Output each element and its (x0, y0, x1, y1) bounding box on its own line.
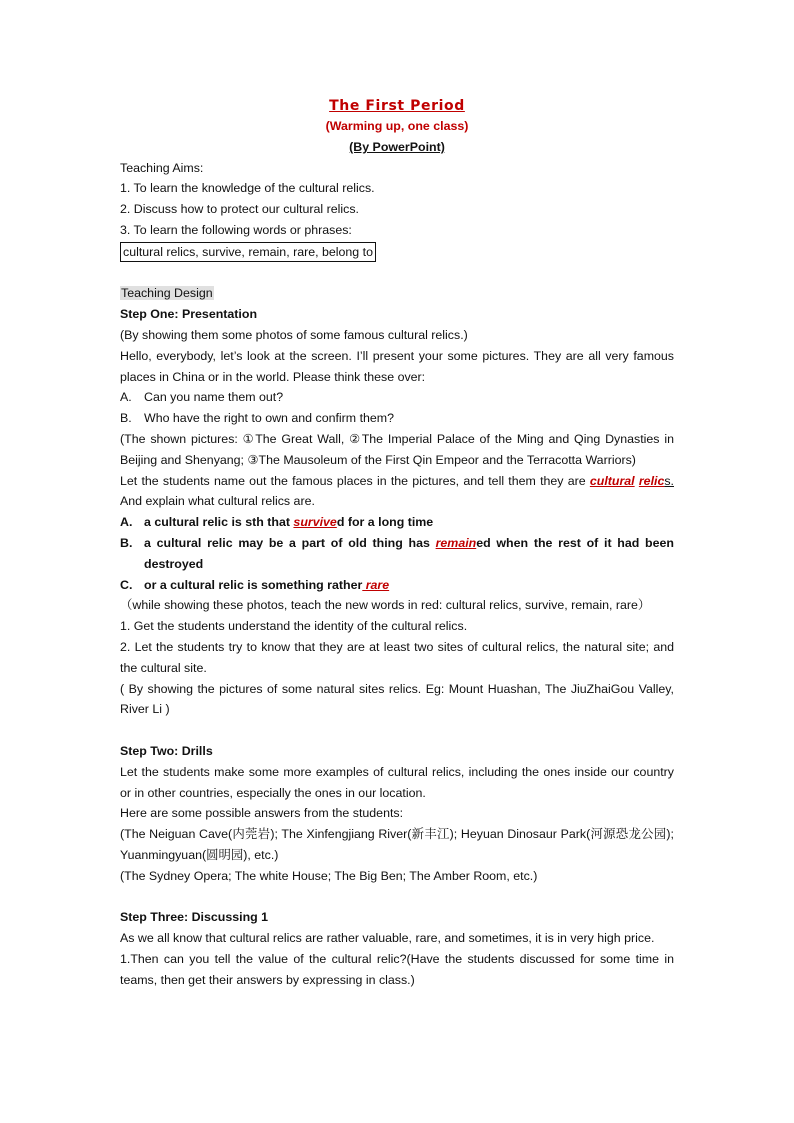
question-b (120, 408, 674, 429)
step-one-greeting: Hello, everybody, let’s look at the screen. I’ll present your some pictures. They are all very famous places in China or in the world. Please think these over: (120, 348, 674, 384)
keyword-relic: relic (638, 473, 665, 488)
definition-c-marker: C. (120, 577, 133, 592)
step-three-heading: Step Three: Discussing 1 (120, 910, 269, 925)
value-question: 1.Then can you tell the value of the cultural relic?(Have the students discussed for some time in teams, then get their answers by expressing in class.) (120, 951, 674, 987)
document-subtitle: (Warming up, one class) (325, 119, 469, 133)
shown-pictures: (The shown pictures: ①The Great Wall, ②The Imperial Palace of the Ming and Qing Dynasties in Beijing and Shenyang; ③The Mausoleum of the First Qin Empeor and the Terracotta Warriors) (120, 431, 674, 467)
step-three-intro: As we all know that cultural relics are rather valuable, rare, and sometimes, it is in very high price. (120, 931, 655, 946)
possible-answers-label: Here are some possible answers from the students: (120, 806, 404, 821)
keyword-survive: survive (293, 515, 337, 530)
definition-a-post: d for a long time (336, 515, 434, 530)
question-b-text: Who have the right to own and confirm them? (144, 411, 395, 426)
document-title: The First Period (329, 98, 465, 114)
identity-note: 1. Get the students understand the identity of the cultural relics. (120, 619, 468, 634)
definition-c-pre: or a cultural relic is something rather (144, 577, 363, 592)
keyword-relic-suffix: s. (664, 473, 674, 488)
local-examples: (The Neiguan Cave(内莞岩); The Xinfengjiang River(新丰江); Heyuan Dinosaur Park(河源恐龙公园); Yuanmingyuan(圆明园), etc.) (120, 827, 674, 862)
question-a (120, 387, 674, 408)
name-out-paragraph (120, 471, 674, 513)
foreign-examples: (The Sydney Opera; The white House; The Big Ben; The Amber Room, etc.) (120, 868, 538, 883)
step-two-intro: Let the students make some more examples of cultural relics, including the ones inside our country or in other countries, especially the ones in our location. (120, 764, 674, 800)
definition-a-pre: a cultural relic is sth that (144, 515, 294, 530)
step-one-heading: Step One: Presentation (120, 307, 258, 322)
definition-b-pre: a cultural relic may be a part of old thing has (144, 535, 436, 550)
aim-item-1: 1. To learn the knowledge of the cultural relics. (120, 181, 375, 196)
step-two-heading: Step Two: Drills (120, 743, 213, 758)
keyword-remain: remain (435, 535, 477, 550)
teaching-aims-heading: Teaching Aims: (120, 160, 204, 175)
natural-sites-note: ( By showing the pictures of some natural sites relics. Eg: Mount Huashan, The JiuZhaiGou Valley, River Li ) (120, 681, 674, 717)
sites-note: 2. Let the students try to know that they are at least two sites of cultural relics, the natural site; and the cultural site. (120, 639, 674, 675)
definition-a-marker: A. (120, 515, 133, 530)
definition-b-marker: B. (120, 535, 133, 550)
question-b-marker: B. (120, 411, 132, 426)
teaching-design-heading: Teaching Design (121, 286, 213, 301)
definition-b (120, 533, 674, 575)
definition-c (120, 575, 674, 596)
name-out-text: Let the students name out the famous places in the pictures, and tell them they are (120, 473, 590, 488)
keyword-cultural: cultural (589, 473, 635, 488)
name-out-text-end: And explain what cultural relics are. (120, 494, 315, 509)
vocabulary-box: cultural relics, survive, remain, rare, belong to (120, 242, 376, 262)
document-subtitle-method: (By PowerPoint) (349, 139, 445, 154)
new-words-note: （while showing these photos, teach the new words in red: cultural relics, survive, remain, rare） (120, 598, 651, 613)
step-one-intro: (By showing them some photos of some famous cultural relics.) (120, 327, 468, 342)
keyword-rare: rare (362, 577, 390, 592)
question-a-marker: A. (120, 390, 132, 405)
document-body (120, 96, 674, 990)
definition-b-post: ed when the rest of it had been destroyed (144, 535, 674, 571)
question-a-text: Can you name them out? (144, 390, 284, 405)
definition-a (120, 512, 674, 533)
aim-item-3: 3. To learn the following words or phrases: (120, 222, 352, 237)
aim-item-2: 2. Discuss how to protect our cultural relics. (120, 202, 359, 217)
